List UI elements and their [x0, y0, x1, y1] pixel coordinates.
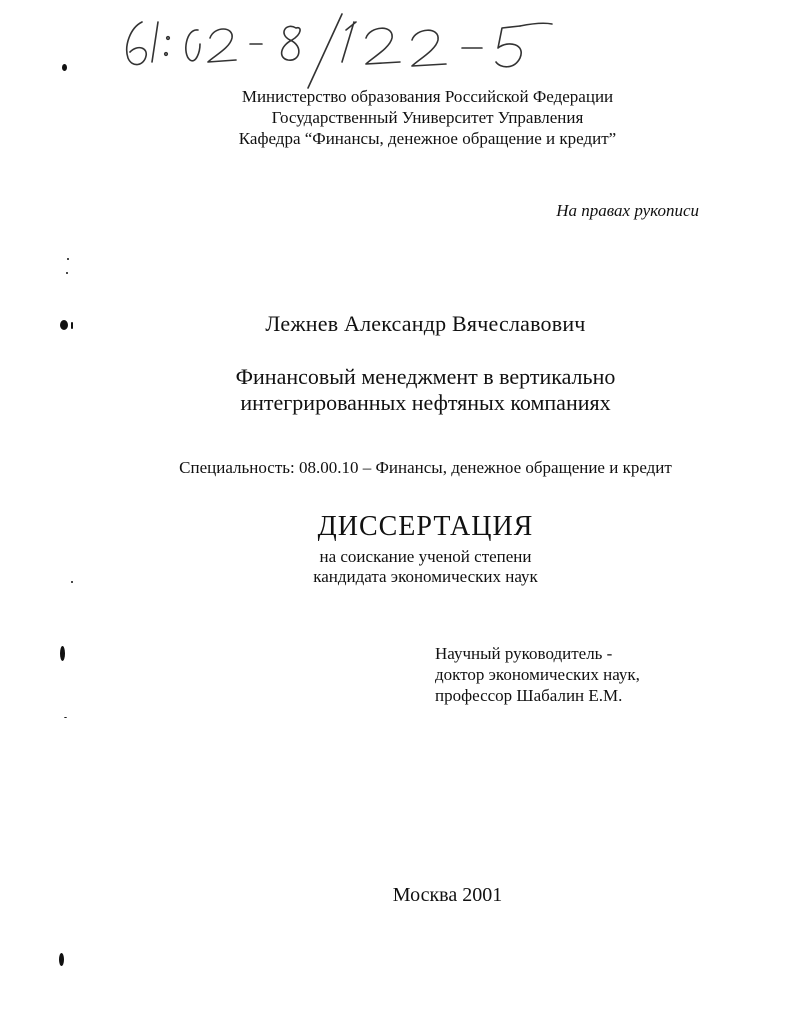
scan-mark: [64, 717, 67, 718]
degree-sought: [28, 547, 795, 587]
title-line-2: интегрированных нефтяных компаниях: [240, 390, 611, 415]
scan-mark: [60, 646, 65, 661]
institution-header: [30, 86, 795, 149]
scan-mark: [59, 953, 64, 966]
handwritten-archive-number: [110, 8, 580, 98]
university-line: Государственный Университет Управления: [271, 108, 584, 127]
author-name: Лежнев Александр Вячеславович: [265, 311, 586, 336]
supervisor-line-3: профессор Шабалин Е.М.: [435, 686, 623, 705]
scan-mark: [62, 64, 67, 71]
department-line: Кафедра “Финансы, денежное обращение и кредит”: [238, 129, 617, 148]
specialty-line: Специальность: 08.00.10 – Финансы, денежное обращение и кредит: [179, 458, 672, 477]
city-year: Москва 2001: [392, 884, 503, 906]
supervisor-line-2: доктор экономических наук,: [435, 665, 640, 684]
supervisor-line-1: Научный руководитель -: [435, 644, 613, 663]
ministry-line: Министерство образования Российской Федерации: [241, 87, 614, 106]
scan-mark: [67, 258, 69, 260]
supervisor-block: [435, 643, 640, 706]
scan-mark: [66, 272, 68, 274]
title-line-1: Финансовый менеджмент в вертикально: [235, 364, 616, 389]
manuscript-note: На правах рукописи: [556, 201, 699, 220]
dissertation-title: [28, 364, 795, 416]
document-type-heading: ДИССЕРТАЦИЯ: [317, 511, 534, 542]
degree-line-1: на соискание ученой степени: [319, 547, 532, 566]
degree-line-2: кандидата экономических наук: [313, 567, 538, 586]
